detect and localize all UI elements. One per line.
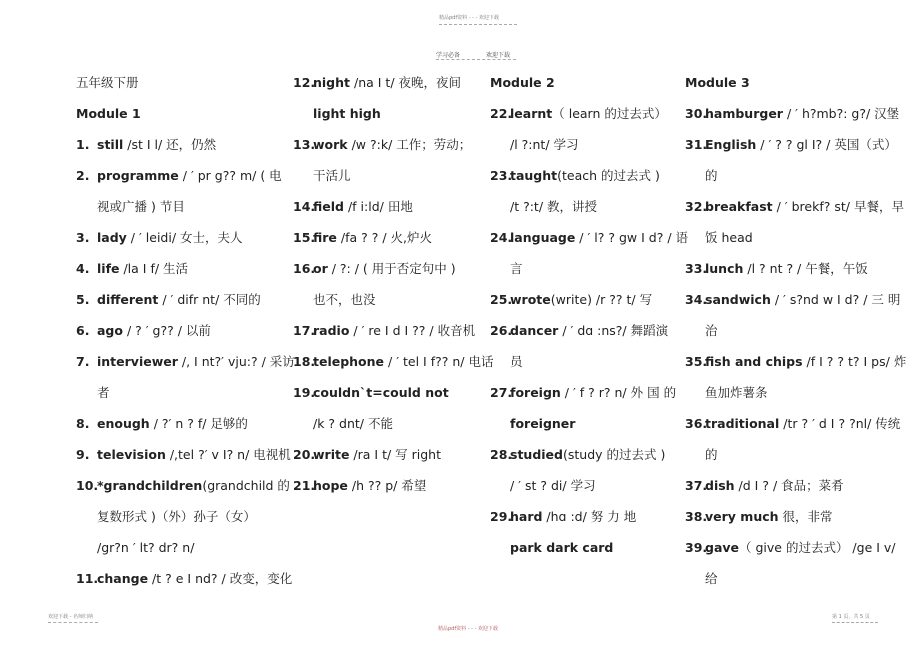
module-heading: Module 2 xyxy=(490,75,555,90)
vocab-entry: 23.taught(teach 的过去式 ) xyxy=(490,168,660,183)
vocab-entry: 35.fish and chips /f I ? ? t? I ps/ 炸 xyxy=(685,354,907,369)
vocab-entry-continued: 治 xyxy=(705,323,718,338)
vocab-entry: 37.dish /d I ? / 食品；菜肴 xyxy=(685,478,844,493)
vocab-entry: 20.write /ra I t/ 写 right xyxy=(293,447,441,462)
vocab-entry: 36.traditional /tr ? ′ d I ? ?nl/ 传统 xyxy=(685,416,901,431)
vocab-column-2 xyxy=(293,67,494,501)
vocab-entry-continued: foreigner xyxy=(510,416,576,431)
vocab-entry-continued: 饭 head xyxy=(705,230,753,245)
vocab-entry-continued: 的 xyxy=(705,168,718,183)
vocab-entry-continued: 鱼加炸薯条 xyxy=(705,385,768,400)
top-header: 精品pdf资料 - - - 欢迎下载 xyxy=(439,15,499,21)
vocab-entry: 29.hard /hɑ :d/ 努 力 地 xyxy=(490,509,637,524)
subheader-right: 欢迎下载 xyxy=(486,52,511,59)
vocab-entry: 9. television /,tel ?′ v I? n/ 电视机 xyxy=(76,447,291,462)
vocab-entry-continued: 也不，也没 xyxy=(313,292,376,307)
vocab-entry: 39.gave（ give 的过去式） /ge I v/ xyxy=(685,540,896,555)
vocab-entry: 16.or / ?: / ( 用于否定句中 ) xyxy=(293,261,456,276)
vocab-entry: 31.English / ′ ? ? gl I? / 英国（式） xyxy=(685,137,897,152)
vocab-entry: 13.work /w ?:k/ 工作；劳动； xyxy=(293,137,472,152)
module-heading: Module 1 xyxy=(76,106,141,121)
vocab-entry: 22.learnt（ learn 的过去式） xyxy=(490,106,667,121)
vocab-entry: 5. different / ′ difr nt/ 不同的 xyxy=(76,292,261,307)
vocab-entry-continued: /t ?:t/ 教，讲授 xyxy=(510,199,598,214)
subheader-divider xyxy=(436,59,516,60)
vocab-column-3 xyxy=(490,67,689,563)
vocab-entry: 12.night /na I t/ 夜晚，夜间 xyxy=(293,75,462,90)
vocab-column-4 xyxy=(685,67,907,594)
vocab-entry-continued: 言 xyxy=(510,261,523,276)
vocab-entry: 2. programme / ′ pr g?? m/ ( 电 xyxy=(76,168,282,183)
vocab-entry: 14.field /f i:ld/ 田地 xyxy=(293,199,413,214)
footer-left-divider xyxy=(48,622,98,623)
book-title: 五年级下册 xyxy=(76,75,139,90)
vocab-entry: 26.dancer / ′ dɑ :ns?/ 舞蹈演 xyxy=(490,323,669,338)
footer-center: 精品pdf资料 - - - 欢迎下载 xyxy=(438,626,498,632)
vocab-entry: 28.studied(study 的过去式 ) xyxy=(490,447,666,462)
vocab-entry-continued: /gr?n ′ lt? dr? n/ xyxy=(97,540,195,555)
vocab-entry: 30.hamburger / ′ h?mb?: g?/ 汉堡 xyxy=(685,106,900,121)
page-subheader xyxy=(436,50,510,59)
vocab-entry: 4. life /la I f/ 生活 xyxy=(76,261,189,276)
vocab-entry: 18.telephone / ′ tel I f?? n/ 电话 xyxy=(293,354,494,369)
vocab-column-1 xyxy=(76,67,295,594)
vocab-entry: 17.radio / ′ re I d I ?? / 收音机 xyxy=(293,323,476,338)
vocab-entry: 15.fire /fa ? ? / 火,炉火 xyxy=(293,230,433,245)
vocab-entry: 21.hope /h ?? p/ 希望 xyxy=(293,478,427,493)
footer-right-divider xyxy=(832,622,878,623)
subheader-left: 学习必备 xyxy=(436,52,461,59)
vocab-entry: 33.lunch /l ? nt ? / 午餐，午饭 xyxy=(685,261,868,276)
vocab-entry: 34.sandwich / ′ s?nd w I d? / 三 明 xyxy=(685,292,901,307)
vocab-entry: 3. lady / ′ leidi/ 女士，夫人 xyxy=(76,230,243,245)
vocab-entry: 25.wrote(write) /r ?? t/ 写 xyxy=(490,292,653,307)
vocab-entry-continued: 干活儿 xyxy=(313,168,351,183)
vocab-entry-continued: 的 xyxy=(705,447,718,462)
vocab-entry: 11.change /t ? e I nd? / 改变，变化 xyxy=(76,571,293,586)
vocab-entry-continued: 员 xyxy=(510,354,523,369)
vocab-entry: 10.*grandchildren(grandchild 的 xyxy=(76,478,290,493)
vocab-entry-continued: park dark card xyxy=(510,540,614,555)
vocab-entry-continued: /k ? dnt/ 不能 xyxy=(313,416,393,431)
vocab-entry: 27.foreign / ′ f ? r? n/ 外 国 的 xyxy=(490,385,677,400)
vocab-entry-continued: 给 xyxy=(705,571,718,586)
vocab-entry-continued: 者 xyxy=(97,385,110,400)
vocab-entry-continued: 视或广播 ) 节目 xyxy=(97,199,185,214)
vocab-entry: 8. enough / ?′ n ? f/ 足够的 xyxy=(76,416,248,431)
vocab-entry: 38.very much 很，非常 xyxy=(685,509,833,524)
top-header-divider xyxy=(439,24,517,25)
vocab-entry: 6. ago / ? ′ g?? / 以前 xyxy=(76,323,211,338)
vocab-entry: 7. interviewer /, I nt?′ vju:? / 采访 xyxy=(76,354,295,369)
vocab-entry-continued: 复数形式 )（外）孙子（女） xyxy=(97,509,256,524)
vocab-entry: 24.language / ′ l? ? gw I d? / 语 xyxy=(490,230,689,245)
vocab-entry-continued: / ′ st ? di/ 学习 xyxy=(510,478,596,493)
module-heading: Module 3 xyxy=(685,75,750,90)
page-number: 第 1 页，共 5 页 xyxy=(832,614,870,620)
vocab-entry: 19.couldn`t=could not xyxy=(293,385,449,400)
vocab-entry-continued: light high xyxy=(313,106,381,121)
footer-left: 欢迎下载 - 名师归纳 xyxy=(48,614,93,620)
vocab-entry-continued: /l ?:nt/ 学习 xyxy=(510,137,579,152)
vocab-entry: 1. still /st I l/ 还，仍然 xyxy=(76,137,217,152)
vocab-entry: 32.breakfast / ′ brekf? st/ 早餐，早 xyxy=(685,199,904,214)
